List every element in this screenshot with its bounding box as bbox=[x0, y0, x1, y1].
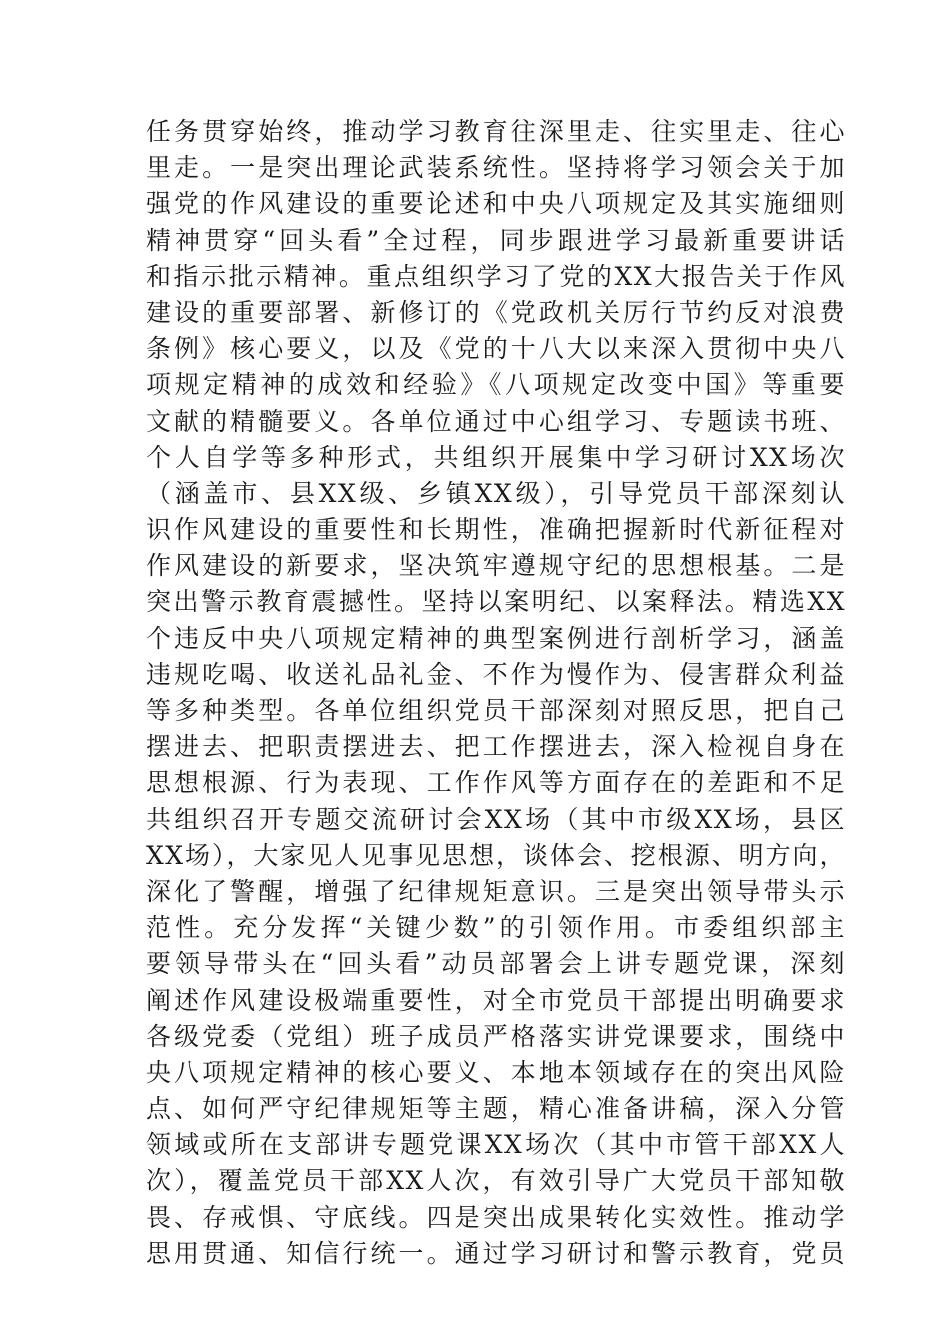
text-line-27: 央八项规定精神的核心要义、本地本领域存在的突出风险 bbox=[146, 1057, 846, 1087]
text-line-21: XX场），大家见人见事见思想，谈体会、挖根源、明方向， bbox=[146, 840, 846, 870]
text-line-32: 思用贯通、知信行统一。通过学习研讨和警示教育，党员 bbox=[146, 1238, 846, 1268]
text-line-17: 等多种类型。各单位组织党员干部深刻对照反思，把自己 bbox=[146, 696, 846, 725]
text-line-23: 范性。充分发挥“关键少数”的引领作用。市委组织部主 bbox=[146, 913, 846, 943]
text-line-16: 违规吃喝、收送礼品礼金、不作为慢作为、侵害群众利益 bbox=[146, 659, 846, 689]
text-line-10: 个人自学等多种形式，共组织开展集中学习研讨XX场次 bbox=[146, 442, 846, 472]
text-line-5: 和指示批示精神。重点组织学习了党的XX大报告关于作风 bbox=[146, 261, 846, 291]
text-line-29: 领域或所在支部讲专题党课XX场次（其中市管干部XX人 bbox=[146, 1130, 846, 1160]
text-line-25: 阐述作风建设极端重要性，对全市党员干部提出明确要求 bbox=[146, 985, 846, 1015]
text-line-28: 点、如何严守纪律规矩等主题，精心准备讲稿，深入分管 bbox=[146, 1094, 846, 1124]
text-line-8: 项规定精神的成效和经验》《八项规定改变中国》等重要 bbox=[146, 370, 846, 400]
text-line-3: 强党的作风建设的重要论述和中央八项规定及其实施细则 bbox=[146, 189, 846, 219]
text-line-26: 各级党委（党组）班子成员严格落实讲党课要求，围绕中 bbox=[146, 1021, 846, 1051]
text-line-20: 共组织召开专题交流研讨会XX场（其中市级XX场，县区 bbox=[146, 804, 846, 834]
text-line-2: 里走。一是突出理论武装系统性。坚持将学习领会关于加 bbox=[146, 153, 846, 183]
text-line-11: （涵盖市、县XX级、乡镇XX级），引导党员干部深刻认 bbox=[146, 478, 846, 508]
body-paragraph bbox=[146, 114, 846, 1272]
text-line-19: 思想根源、行为表现、工作作风等方面存在的差距和不足 bbox=[146, 768, 846, 798]
text-line-1: 任务贯穿始终，推动学习教育往深里走、往实里走、往心 bbox=[146, 117, 846, 146]
text-line-6: 建设的重要部署、新修订的《党政机关厉行节约反对浪费 bbox=[146, 297, 846, 327]
text-line-22: 深化了警醒，增强了纪律规矩意识。三是突出领导带头示 bbox=[146, 876, 846, 906]
text-line-15: 个违反中央八项规定精神的典型案例进行剖析学习，涵盖 bbox=[146, 623, 846, 653]
text-line-14: 突出警示教育震撼性。坚持以案明纪、以案释法。精选XX bbox=[146, 587, 846, 617]
text-line-4: 精神贯穿“回头看”全过程，同步跟进学习最新重要讲话 bbox=[146, 225, 846, 255]
text-line-24: 要领导带头在“回头看”动员部署会上讲专题党课，深刻 bbox=[146, 949, 846, 979]
text-line-30: 次），覆盖党员干部XX人次，有效引导广大党员干部知敬 bbox=[146, 1166, 846, 1196]
text-line-13: 作风建设的新要求，坚决筑牢遵规守纪的思想根基。二是 bbox=[146, 551, 846, 581]
text-line-9: 文献的精髓要义。各单位通过中心组学习、专题读书班、 bbox=[146, 406, 846, 436]
text-line-31: 畏、存戒惧、守底线。四是突出成果转化实效性。推动学 bbox=[146, 1202, 846, 1232]
text-line-18: 摆进去、把职责摆进去、把工作摆进去，深入检视自身在 bbox=[146, 732, 846, 762]
text-line-7: 条例》核心要义，以及《党的十八大以来深入贯彻中央八 bbox=[146, 334, 846, 364]
text-line-12: 识作风建设的重要性和长期性，准确把握新时代新征程对 bbox=[146, 515, 846, 545]
